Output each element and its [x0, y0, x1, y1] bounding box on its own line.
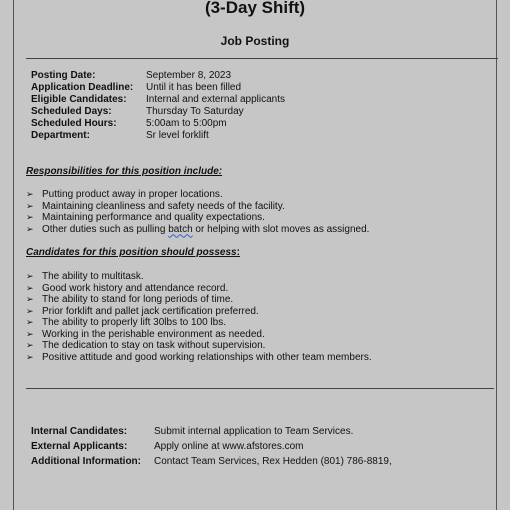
contact-label: External Applicants:: [31, 441, 128, 452]
list-item-text: Maintaining cleanliness and safety needs of the facility.: [42, 200, 285, 212]
text-part: Other duties such as pulling: [42, 223, 169, 235]
qualifications-heading-text: Candidates for this position should possess: [26, 247, 237, 258]
arrow-bullet-icon: ➢: [26, 271, 34, 281]
list-item: [26, 340, 372, 352]
arrow-bullet-icon: ➢: [26, 189, 34, 199]
arrow-bullet-icon: ➢: [26, 340, 34, 350]
list-item: [26, 306, 372, 318]
heading-colon: :: [236, 247, 240, 258]
list-item: [26, 294, 372, 306]
detail-value: Sr level forklift: [146, 130, 209, 141]
list-item-text: The ability to multitask.: [42, 271, 144, 282]
detail-label: Application Deadline:: [31, 82, 134, 93]
list-item: [26, 352, 372, 364]
contact-label: Additional Information:: [31, 456, 141, 467]
contact-row: [31, 439, 392, 454]
arrow-bullet-icon: ➢: [26, 317, 34, 327]
detail-row: [31, 82, 285, 94]
list-item: [26, 201, 369, 213]
responsibilities-list: [26, 189, 369, 235]
list-item-text: Prior forklift and pallet jack certification preferred.: [42, 305, 259, 317]
contact-row: [31, 454, 392, 469]
qualifications-heading: [26, 247, 240, 258]
text-part: or helping with slot moves as assigned.: [192, 223, 370, 235]
list-item-text: Putting product away in proper locations.: [42, 189, 223, 200]
detail-label: Posting Date:: [31, 70, 96, 81]
detail-row: [31, 70, 285, 82]
contact-table: [31, 424, 392, 469]
detail-row: [31, 94, 285, 106]
detail-label: Scheduled Hours:: [31, 118, 117, 129]
arrow-bullet-icon: ➢: [26, 328, 34, 339]
detail-value: September 8, 2023: [146, 70, 232, 81]
list-item-text: Good work history and attendance record.: [42, 282, 229, 294]
top-divider: [26, 58, 498, 59]
contact-row: [31, 424, 392, 439]
list-item-text: The dedication to stay on task without supervision.: [42, 340, 266, 351]
detail-value: Internal and external applicants: [146, 94, 285, 105]
list-item-text: [42, 224, 369, 236]
list-item: [26, 317, 372, 329]
list-item-text: The ability to stand for long periods of time.: [42, 294, 234, 305]
detail-row: [31, 130, 285, 142]
list-item: [26, 271, 372, 283]
arrow-bullet-icon: ➢: [26, 351, 34, 362]
detail-value: Until it has been filled: [146, 82, 242, 93]
arrow-bullet-icon: ➢: [26, 305, 34, 316]
list-item-text: Positive attitude and good working relationships with other team members.: [42, 351, 372, 363]
list-item: [26, 189, 369, 201]
contact-value: Contact Team Services, Rex Hedden (801) 786-8819,: [154, 456, 392, 467]
detail-label: Scheduled Days:: [31, 106, 112, 117]
arrow-bullet-icon: ➢: [26, 223, 34, 234]
arrow-bullet-icon: ➢: [26, 294, 34, 304]
arrow-bullet-icon: ➢: [26, 282, 34, 293]
page-subtitle: Job Posting: [220, 34, 290, 48]
contact-label: Internal Candidates:: [31, 426, 128, 437]
list-item-text: The ability to properly lift 30lbs to 100 lbs.: [42, 317, 226, 328]
detail-label: Department:: [31, 130, 90, 141]
contact-value: Submit internal application to Team Services.: [154, 426, 354, 437]
details-table: [31, 70, 285, 142]
detail-label: Eligible Candidates:: [31, 94, 127, 105]
list-item-text: Maintaining performance and quality expectations.: [42, 212, 265, 223]
document-page: [13, 0, 497, 510]
list-item: [26, 329, 372, 341]
bottom-divider: [26, 388, 494, 389]
list-item: [26, 283, 372, 295]
responsibilities-heading: Responsibilities for this position include:: [26, 166, 223, 177]
list-item: [26, 224, 369, 236]
detail-value: Thursday To Saturday: [146, 106, 244, 117]
detail-row: [31, 106, 285, 118]
arrow-bullet-icon: ➢: [26, 200, 34, 211]
list-item: [26, 212, 369, 224]
qualifications-list: [26, 271, 372, 363]
list-item-text: Working in the perishable environment as needed.: [42, 328, 265, 340]
arrow-bullet-icon: ➢: [26, 212, 34, 222]
spellcheck-flagged-word[interactable]: batch: [168, 223, 193, 235]
contact-value: Apply online at www.afstores.com: [154, 441, 304, 452]
page-title: (3-Day Shift): [204, 0, 306, 17]
detail-row: [31, 118, 285, 130]
detail-value: 5:00am to 5:00pm: [146, 118, 227, 129]
